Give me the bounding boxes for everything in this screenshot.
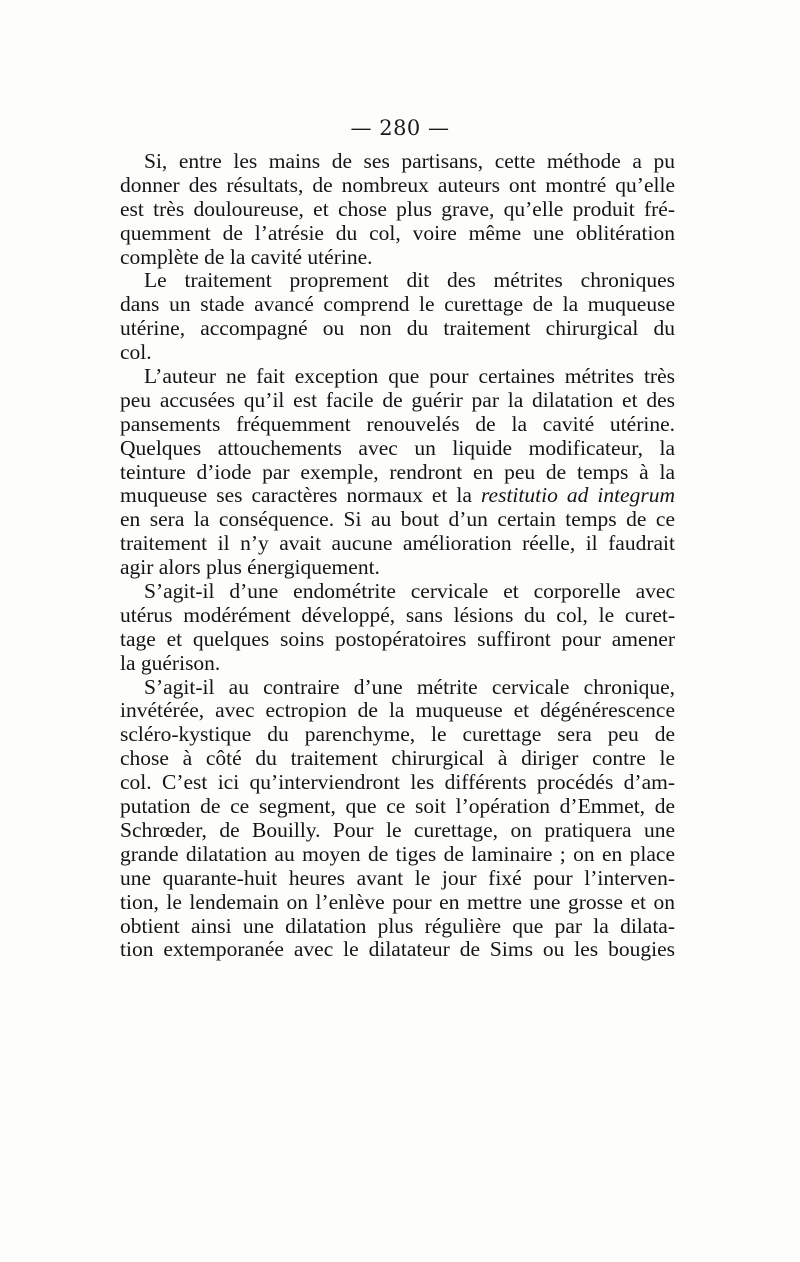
text-line-content: dans un stade avancé comprend le curettage de la muqueuse: [120, 292, 675, 317]
text-line: [120, 699, 675, 723]
text-line: [120, 437, 675, 461]
text-line-content: muqueuse ses caractères normaux et la: [120, 483, 481, 508]
text-line-content: une quarante-huit heures avant le jour fixé pour l’interven-: [120, 865, 675, 890]
italic-phrase: restitutio ad integrum: [480, 483, 675, 508]
text-line-content: tion extemporanée avec le dilatateur de Sims ou les bougies: [120, 937, 675, 962]
text-line-content: L’auteur ne fait exception que pour certaines métrites très: [144, 364, 675, 389]
text-line-content: Schrœder, de Bouilly. Pour le curettage, on pratiquera une: [120, 817, 675, 842]
text-line: [120, 867, 675, 891]
text-line: [120, 508, 675, 532]
text-line: [120, 484, 675, 508]
text-line-content: col. C’est ici qu’interviendront les différents procédés d’am-: [120, 770, 675, 795]
text-line: [120, 915, 675, 939]
text-line-content: teinture d’iode par exemple, rendront en peu de temps à la: [120, 459, 675, 484]
text-line-content: agir alors plus énergiquement.: [120, 555, 380, 580]
text-line: [120, 819, 675, 843]
text-line-content: Le traitement proprement dit des métrites chroniques: [144, 268, 675, 293]
text-line-content: Si, entre les mains de ses partisans, cette méthode a pu: [144, 149, 675, 173]
text-line-content: la guérison.: [120, 650, 221, 675]
text-line-content: donner des résultats, de nombreux auteurs ont montré qu’elle: [120, 172, 675, 197]
text-line-content: putation de ce segment, que ce soit l’opération d’Emmet, de: [120, 794, 675, 819]
text-line: [120, 676, 675, 700]
text-line-content: col.: [120, 340, 152, 365]
text-line: [120, 771, 675, 795]
text-line-content: utérus modérément développé, sans lésions du col, le curet-: [120, 602, 675, 627]
text-line-content: S’agit-il au contraire d’une métrite cervicale chronique,: [144, 674, 675, 699]
text-line: [120, 580, 675, 604]
body-text: [120, 150, 675, 962]
text-line: [120, 341, 675, 365]
text-line: [120, 747, 675, 771]
text-line-content: est très douloureuse, et chose plus grave, qu’elle produit fré-: [120, 196, 675, 221]
text-line: [120, 532, 675, 556]
text-line: [120, 389, 675, 413]
text-line-content: S’agit-il d’une endométrite cervicale et corporelle avec: [144, 579, 675, 604]
text-line-content: grande dilatation au moyen de tiges de laminaire ; on en place: [120, 841, 675, 866]
text-line-content: quemment de l’atrésie du col, voire même une oblitération: [120, 220, 675, 245]
text-line: [120, 891, 675, 915]
text-line-content: tage et quelques soins postopératoires suffiront pour amener: [120, 626, 675, 651]
text-line: [120, 938, 675, 962]
text-line-content: obtient ainsi une dilatation plus régulière que par la dilata-: [120, 913, 675, 938]
text-line: [120, 317, 675, 341]
text-line: [120, 293, 675, 317]
text-line-content: Quelques attouchements avec un liquide modificateur, la: [120, 435, 675, 460]
text-line: [120, 843, 675, 867]
text-line-content: complète de la cavité utérine.: [120, 244, 373, 269]
text-line-content: utérine, accompagné ou non du traitement chirurgical du: [120, 316, 675, 341]
text-line: [120, 150, 675, 174]
text-line: [120, 198, 675, 222]
text-line-content: en sera la conséquence. Si au bout d’un certain temps de ce: [120, 507, 675, 532]
text-line-content: pansements fréquemment renouvelés de la cavité utérine.: [120, 411, 675, 436]
text-line: [120, 628, 675, 652]
text-line: [120, 723, 675, 747]
text-line: [120, 652, 675, 676]
text-line: [120, 556, 675, 580]
text-line-content: tion, le lendemain on l’enlève pour en mettre une grosse et on: [120, 889, 675, 914]
text-line: [120, 461, 675, 485]
text-line: [120, 174, 675, 198]
text-line-content: scléro-kystique du parenchyme, le curettage sera peu de: [120, 722, 675, 747]
text-line: [120, 413, 675, 437]
text-line-content: chose à côté du traitement chirurgical à diriger contre le: [120, 746, 675, 771]
text-line-content: peu accusées qu’il est facile de guérir par la dilatation et des: [120, 387, 675, 412]
text-line: [120, 604, 675, 628]
text-line-content: invétérée, avec ectropion de la muqueuse et dégénérescence: [120, 698, 675, 723]
page-number: — 280 —: [350, 116, 450, 140]
text-line: [120, 222, 675, 246]
text-line: [120, 246, 675, 270]
text-line: [120, 365, 675, 389]
text-line: [120, 269, 675, 293]
text-line-content: traitement il n’y avait aucune amélioration réelle, il faudrait: [120, 531, 675, 556]
text-line: [120, 795, 675, 819]
